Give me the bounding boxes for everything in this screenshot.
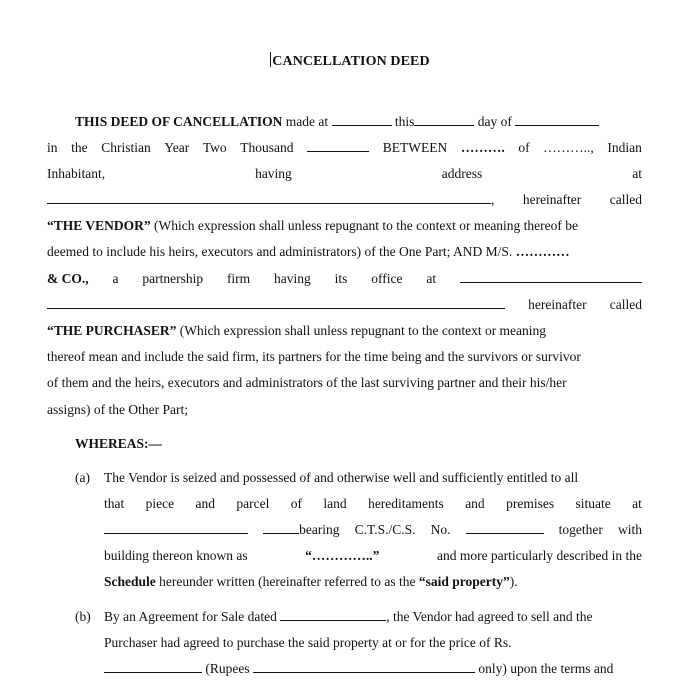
clause-b-line1: By an Agreement for Sale dated , the Vendor had agreed to sell and the	[104, 609, 593, 624]
blank-price-words[interactable]	[253, 660, 475, 673]
para1-line1: THIS DEED OF CANCELLATION made at this day of	[75, 113, 642, 131]
para1-line7: & CO., a partnership firm having its office at	[47, 270, 642, 288]
clause-a-marker: (a)	[75, 470, 90, 485]
clause-b-line3: (Rupees only) upon the terms and	[104, 660, 642, 678]
blank-year[interactable]	[307, 139, 369, 152]
blank-office-address-1[interactable]	[460, 270, 642, 283]
para1-line4: , hereinafter called	[47, 191, 642, 209]
clause-a-line4: building thereon known as “…………..” and more particularly described in the	[104, 548, 642, 563]
whereas-heading: WHEREAS:—	[75, 436, 163, 451]
blank-situate[interactable]	[104, 521, 248, 534]
clause-a-line5: Schedule hereunder written (hereinafter referred to as the “said property”).	[104, 574, 518, 589]
blank-month[interactable]	[515, 113, 599, 126]
document-title: CANCELLATION DEED	[272, 54, 430, 69]
blank-vendor-address[interactable]	[47, 191, 491, 204]
clause-a-line1: The Vendor is seized and possessed of and otherwise well and sufficiently entitled to all	[104, 470, 579, 485]
para1-line5: “THE VENDOR” (Which expression shall unless repugnant to the context or meaning thereof be	[47, 218, 579, 233]
clause-b-line2: Purchaser had agreed to purchase the said property at or for the price of Rs.	[104, 635, 512, 650]
para1-line9: “THE PURCHASER” (Which expression shall unless repugnant to the context or meaning	[47, 323, 547, 338]
clause-b-marker: (b)	[75, 609, 91, 624]
blank-agreement-date[interactable]	[280, 608, 386, 621]
para1-line3: Inhabitant, having address at	[47, 166, 642, 181]
para1-line11: of them and the heirs, executors and administrators of the last surviving partner and their his/her	[47, 375, 567, 390]
clause-a-line2: that piece and parcel of land hereditaments and premises situate at	[104, 496, 642, 511]
para1-line8: hereinafter called	[47, 296, 642, 314]
para1-line2: in the Christian Year Two Thousand BETWEEN ………. of ……….., Indian	[47, 140, 642, 155]
blank-bearing[interactable]	[263, 521, 299, 534]
para1-line10: thereof mean and include the said firm, its partners for the time being and the survivors or survivor	[47, 349, 581, 364]
blank-day[interactable]	[414, 113, 474, 126]
blank-office-address-2[interactable]	[47, 296, 505, 309]
blank-place[interactable]	[332, 113, 392, 126]
blank-price-rs[interactable]	[104, 660, 202, 673]
clause-a-line3: bearing C.T.S./C.S. No. together with	[104, 521, 642, 539]
para1-line6: deemed to include his heirs, executors and administrators) of the One Part; AND M/S. …………	[47, 244, 570, 259]
para1-line12: assigns) of the Other Part;	[47, 402, 188, 417]
blank-cts-number[interactable]	[466, 521, 544, 534]
